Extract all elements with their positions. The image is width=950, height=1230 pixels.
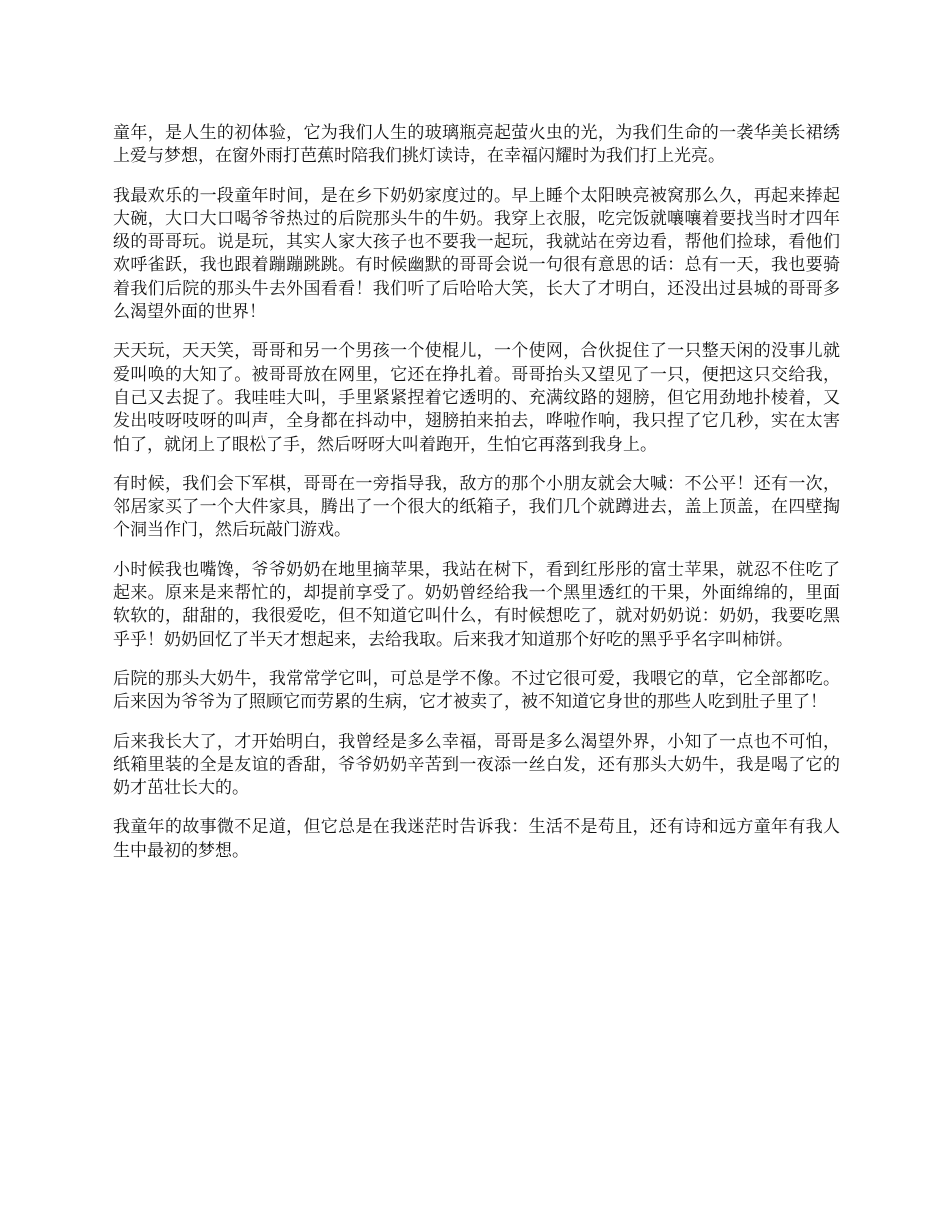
paragraph-7: 后来我长大了，才开始明白，我曾经是多么幸福，哥哥是多么渴望外界，小知了一点也不可怕，纸箱里装的全是友谊的香甜，爷爷奶奶辛苦到一夜添一丝白发，还有那头大奶牛，我是喝了它的奶才茁壮长大的。 (113, 731, 840, 799)
paragraph-5: 小时候我也嘴馋，爷爷奶奶在地里摘苹果，我站在树下，看到红彤彤的富士苹果，就忍不住吃了起来。原来是来帮忙的，却提前享受了。奶奶曾经给我一个黑里透红的干果，外面绵绵的，里面软软的，甜甜的，我很爱吃，但不知道它叫什么，有时候想吃了，就对奶奶说：奶奶，我要吃黑乎乎！奶奶回忆了半天才想起来，去给我取。后来我才知道那个好吃的黑乎乎名字叫柿饼。 (113, 559, 840, 650)
paragraph-1: 童年，是人生的初体验，它为我们人生的玻璃瓶亮起萤火虫的光，为我们生命的一袭华美长裙绣上爱与梦想，在窗外雨打芭蕉时陪我们挑灯读诗，在幸福闪耀时为我们打上光亮。 (113, 123, 840, 167)
paragraph-6: 后院的那头大奶牛，我常常学它叫，可总是学不像。不过它很可爱，我喂它的草，它全部都吃。后来因为爷爷为了照顾它而劳累的生病，它才被卖了，被不知道它身世的那些人吃到肚子里了！ (113, 668, 840, 713)
paragraph-8: 我童年的故事微不足道，但它总是在我迷茫时告诉我：生活不是苟且，还有诗和远方童年有我人生中最初的梦想。 (113, 817, 840, 861)
paragraph-2: 我最欢乐的一段童年时间，是在乡下奶奶家度过的。早上睡个太阳映亮被窝那么久，再起来捧起大碗，大口大口喝爷爷热过的后院那头牛的牛奶。我穿上衣服，吃完饭就嚷嚷着要找当时才四年级的哥哥玩。说是玩，其实人家大孩子也不要我一起玩，我就站在旁边看，帮他们捡球，看他们欢呼雀跃，我也跟着蹦蹦跳跳。有时候幽默的哥哥会说一句很有意思的话：总有一天，我也要骑着我们后院的那头牛去外国看看！我们听了后哈哈大笑，长大了才明白，还没出过县城的哥哥多么渴望外面的世界！ (113, 185, 840, 323)
article-body (113, 122, 840, 863)
paragraph-4: 有时候，我们会下军棋，哥哥在一旁指导我，敌方的那个小朋友就会大喊：不公平！还有一次，邻居家买了一个大件家具，腾出了一个很大的纸箱子，我们几个就蹲进去，盖上顶盖，在四壁掏个洞当作门，然后玩敲门游戏。 (113, 473, 840, 541)
paragraph-3: 天天玩，天天笑，哥哥和另一个男孩一个使棍儿，一个使网，合伙捉住了一只整天闲的没事儿就爱叫唤的大知了。被哥哥放在网里，它还在挣扎着。哥哥抬头又望见了一只，便把这只交给我，自己又去捉了。我哇哇大叫，手里紧紧捏着它透明的、充满纹路的翅膀，但它用劲地扑棱着，又发出吱呀吱呀的叫声，全身都在抖动中，翅膀拍来拍去，哗啦作响，我只捏了它几秒，实在太害怕了，就闭上了眼松了手，然后呀呀大叫着跑开，生怕它再落到我身上。 (113, 341, 840, 455)
